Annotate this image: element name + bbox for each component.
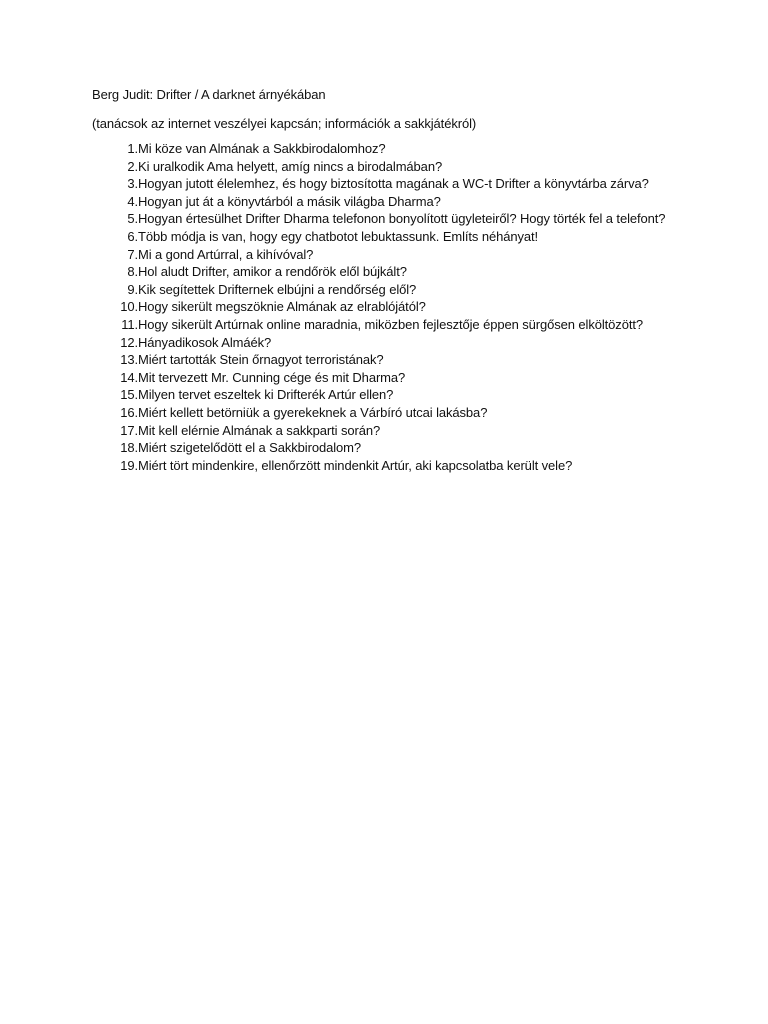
question-item-9 xyxy=(92,281,692,299)
question-number: 7. xyxy=(127,246,138,262)
question-number: 11. xyxy=(121,316,138,332)
question-text: Milyen tervet eszeltek ki Drifterék Artúr ellen? xyxy=(138,387,394,403)
question-number: 19. xyxy=(120,457,138,473)
question-text: Miért tört mindenkire, ellenőrzött mindenkit Artúr, aki kapcsolatba került vele? xyxy=(138,457,573,473)
question-text: Mit tervezett Mr. Cunning cége és mit Dharma? xyxy=(138,369,406,385)
question-list xyxy=(92,140,692,474)
question-text: Hogy sikerült Artúrnak online maradnia, miközben fejlesztője éppen sürgősen elköltözött? xyxy=(138,316,643,332)
question-number: 14. xyxy=(120,369,138,385)
question-item-18 xyxy=(92,439,692,457)
question-number: 3. xyxy=(127,176,138,192)
question-text: Mi köze van Almának a Sakkbirodalomhoz? xyxy=(138,141,386,156)
question-number: 12. xyxy=(120,334,138,350)
question-number: 8. xyxy=(127,264,138,280)
question-number: 6. xyxy=(127,228,138,244)
question-text: Hányadikosok Almáék? xyxy=(138,334,272,350)
question-text: Miért kellett betörniük a gyerekeknek a Várbíró utcai lakásba? xyxy=(138,404,488,420)
document-subtitle: (tanácsok az internet veszélyei kapcsán; információk a sakkjátékról) xyxy=(92,116,477,131)
question-item-1 xyxy=(92,140,692,158)
question-item-17 xyxy=(92,422,692,440)
question-item-16 xyxy=(92,404,692,422)
question-number: 15. xyxy=(120,387,138,403)
question-item-11 xyxy=(92,316,692,334)
question-text: Több módja is van, hogy egy chatbotot lebuktassunk. Említs néhányat! xyxy=(138,228,539,244)
question-number: 1. xyxy=(127,141,138,156)
question-text: Hogy sikerült megszöknie Almának az elrablójától? xyxy=(138,299,426,315)
question-text: Hogyan jut át a könyvtárból a másik világba Dharma? xyxy=(138,193,441,209)
question-number: 16. xyxy=(120,404,138,420)
question-item-19 xyxy=(92,457,692,475)
question-number: 13. xyxy=(120,352,138,368)
question-item-14 xyxy=(92,369,692,387)
question-item-12 xyxy=(92,334,692,352)
question-number: 4. xyxy=(127,193,138,209)
question-number: 9. xyxy=(127,281,138,297)
question-text: Miért szigetelődött el a Sakkbirodalom? xyxy=(138,440,361,456)
document-title: Berg Judit: Drifter / A darknet árnyékában xyxy=(92,87,326,102)
question-item-2 xyxy=(92,158,692,176)
question-item-8 xyxy=(92,263,692,281)
question-item-5 xyxy=(92,210,692,228)
question-item-3 xyxy=(92,175,692,193)
question-number: 10. xyxy=(120,299,138,315)
question-item-6 xyxy=(92,228,692,246)
question-text: Hol aludt Drifter, amikor a rendőrök elől bújkált? xyxy=(138,264,407,280)
question-item-7 xyxy=(92,246,692,264)
question-text: Ki uralkodik Ama helyett, amíg nincs a birodalmában? xyxy=(138,158,443,174)
question-text: Hogyan értesülhet Drifter Dharma telefonon bonyolított ügyleteiről? Hogy törték fel a telefont? xyxy=(138,211,666,227)
question-number: 17. xyxy=(120,422,138,438)
question-item-15 xyxy=(92,386,692,404)
question-text: Hogyan jutott élelemhez, és hogy biztosította magának a WC-t Drifter a könyvtárba zárva? xyxy=(138,176,649,192)
question-number: 5. xyxy=(127,211,138,227)
question-text: Miért tartották Stein őrnagyot terroristának? xyxy=(138,352,384,368)
question-item-10 xyxy=(92,298,692,316)
question-number: 2. xyxy=(127,158,138,174)
question-text: Mi a gond Artúrral, a kihívóval? xyxy=(138,246,314,262)
question-item-4 xyxy=(92,193,692,211)
question-text: Kik segítettek Drifternek elbújni a rendőrség elől? xyxy=(138,281,417,297)
question-item-13 xyxy=(92,351,692,369)
question-number: 18. xyxy=(120,440,138,456)
question-text: Mit kell elérnie Almának a sakkparti során? xyxy=(138,422,381,438)
